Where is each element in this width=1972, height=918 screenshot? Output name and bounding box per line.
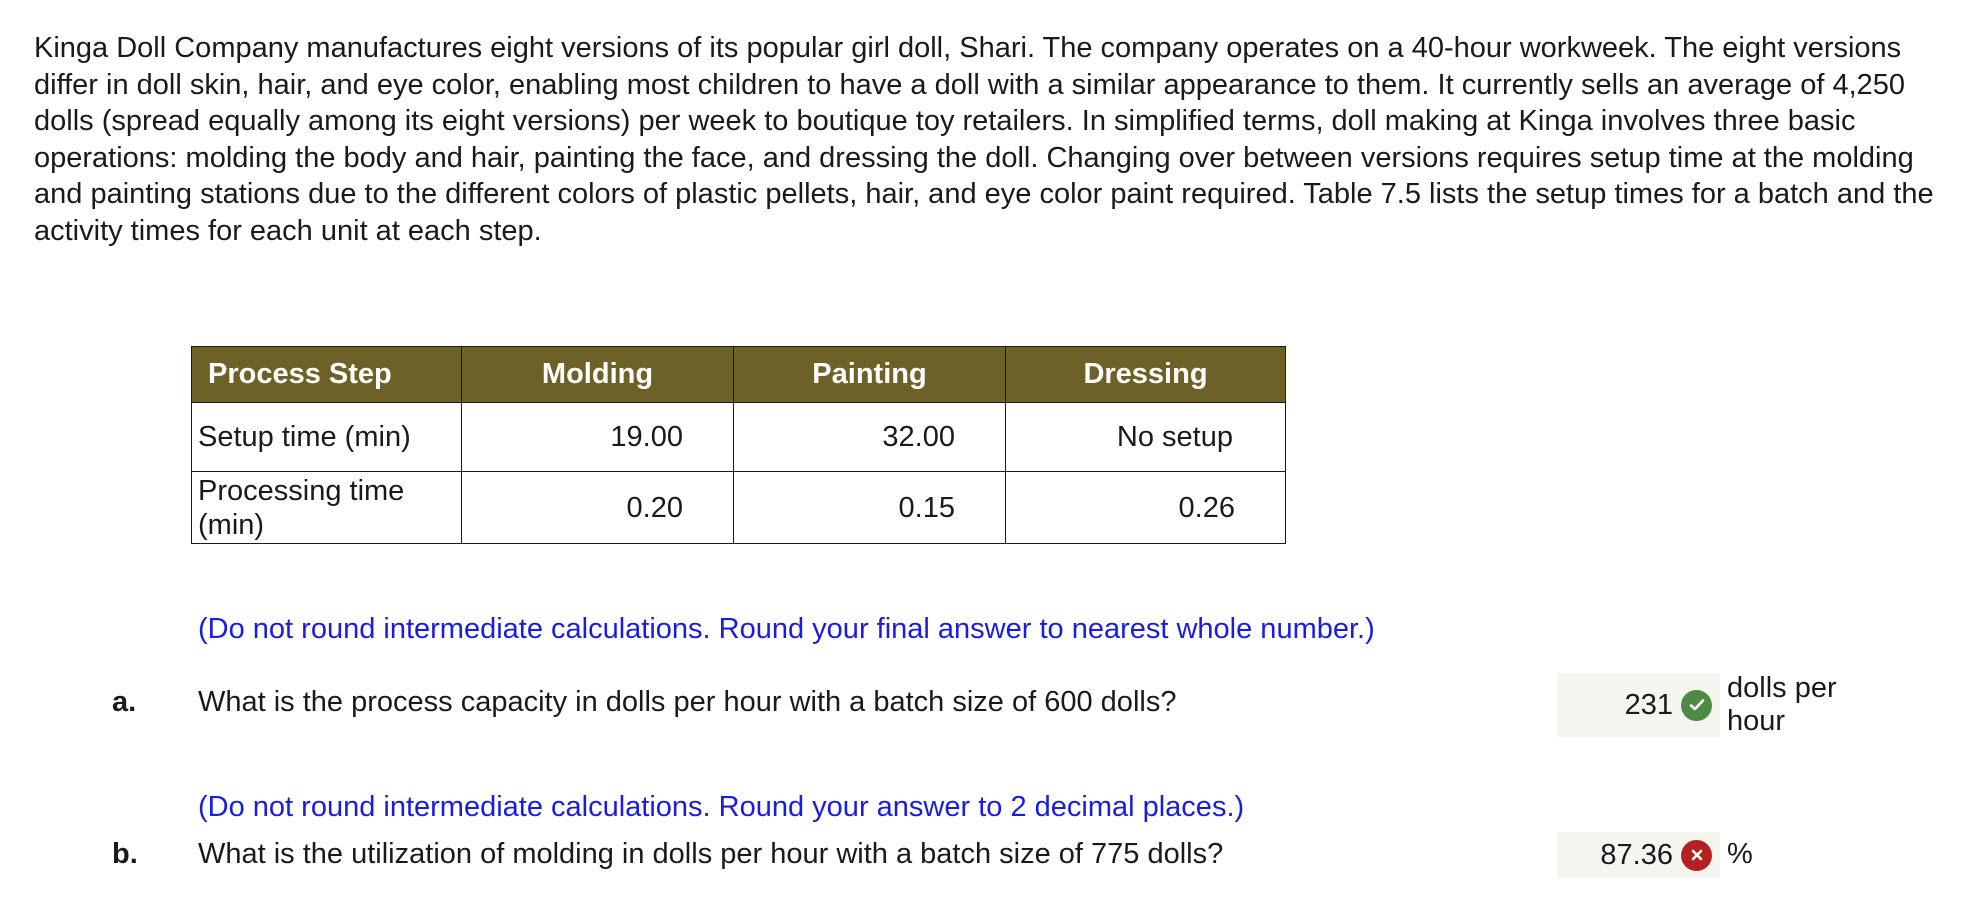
- row-label-setup-time: Setup time (min): [192, 403, 462, 472]
- answer-a-unit: dolls per hour: [1727, 672, 1837, 737]
- table-row: [192, 403, 1286, 472]
- header-process-step: Process Step: [192, 347, 462, 403]
- answer-b-field[interactable]: [1557, 832, 1720, 878]
- table-row: [192, 472, 1286, 544]
- x-circle-icon: [1681, 840, 1712, 871]
- question-letter-a: a.: [112, 686, 137, 718]
- cell-setup-molding: 19.00: [462, 403, 734, 472]
- cell-processing-molding: 0.20: [462, 472, 734, 544]
- problem-intro: Kinga Doll Company manufactures eight versions of its popular girl doll, Shari. The company operates on a 40-hour workweek. The eight versions differ in doll skin, hair, and eye color, enabling most children to have a doll with a similar appearance to them. It currently sells an average of 4,250 dolls (spread equally among its eight versions) per week to boutique toy retailers. In simplified terms, doll making at Kinga involves three basic operations: molding the body and hair, painting the face, and dressing the doll. Changing over between versions requires setup time at the molding and painting stations due to the different colors of plastic pellets, hair, and eye color paint required. Table 7.5 lists the setup times for a batch and the activity times for each unit at each step.: [34, 32, 1934, 247]
- row-label-processing-time: Processing time (min): [192, 472, 462, 544]
- answer-a-field[interactable]: [1557, 673, 1720, 737]
- header-painting: Painting: [734, 347, 1006, 403]
- question-a-text: What is the process capacity in dolls per hour with a batch size of 600 dolls?: [198, 686, 1177, 718]
- question-letter-b: b.: [112, 838, 138, 870]
- check-circle-icon: [1681, 690, 1712, 721]
- question-b-text: What is the utilization of molding in dolls per hour with a batch size of 775 dolls?: [198, 838, 1224, 870]
- table-header-row: [192, 347, 1286, 403]
- answer-a-value: 231: [1624, 688, 1673, 721]
- instruction-a: (Do not round intermediate calculations. Round your final answer to nearest whole number.): [198, 613, 1375, 645]
- cell-setup-dressing: No setup: [1006, 403, 1286, 472]
- cell-processing-painting: 0.15: [734, 472, 1006, 544]
- cell-setup-painting: 32.00: [734, 403, 1006, 472]
- header-dressing: Dressing: [1006, 347, 1286, 403]
- cell-processing-dressing: 0.26: [1006, 472, 1286, 544]
- answer-b-value: 87.36: [1600, 838, 1673, 871]
- answer-b-unit: %: [1727, 838, 1753, 870]
- instruction-b: (Do not round intermediate calculations. Round your answer to 2 decimal places.): [198, 791, 1245, 823]
- setup-times-table: [191, 346, 1286, 544]
- header-molding: Molding: [462, 347, 734, 403]
